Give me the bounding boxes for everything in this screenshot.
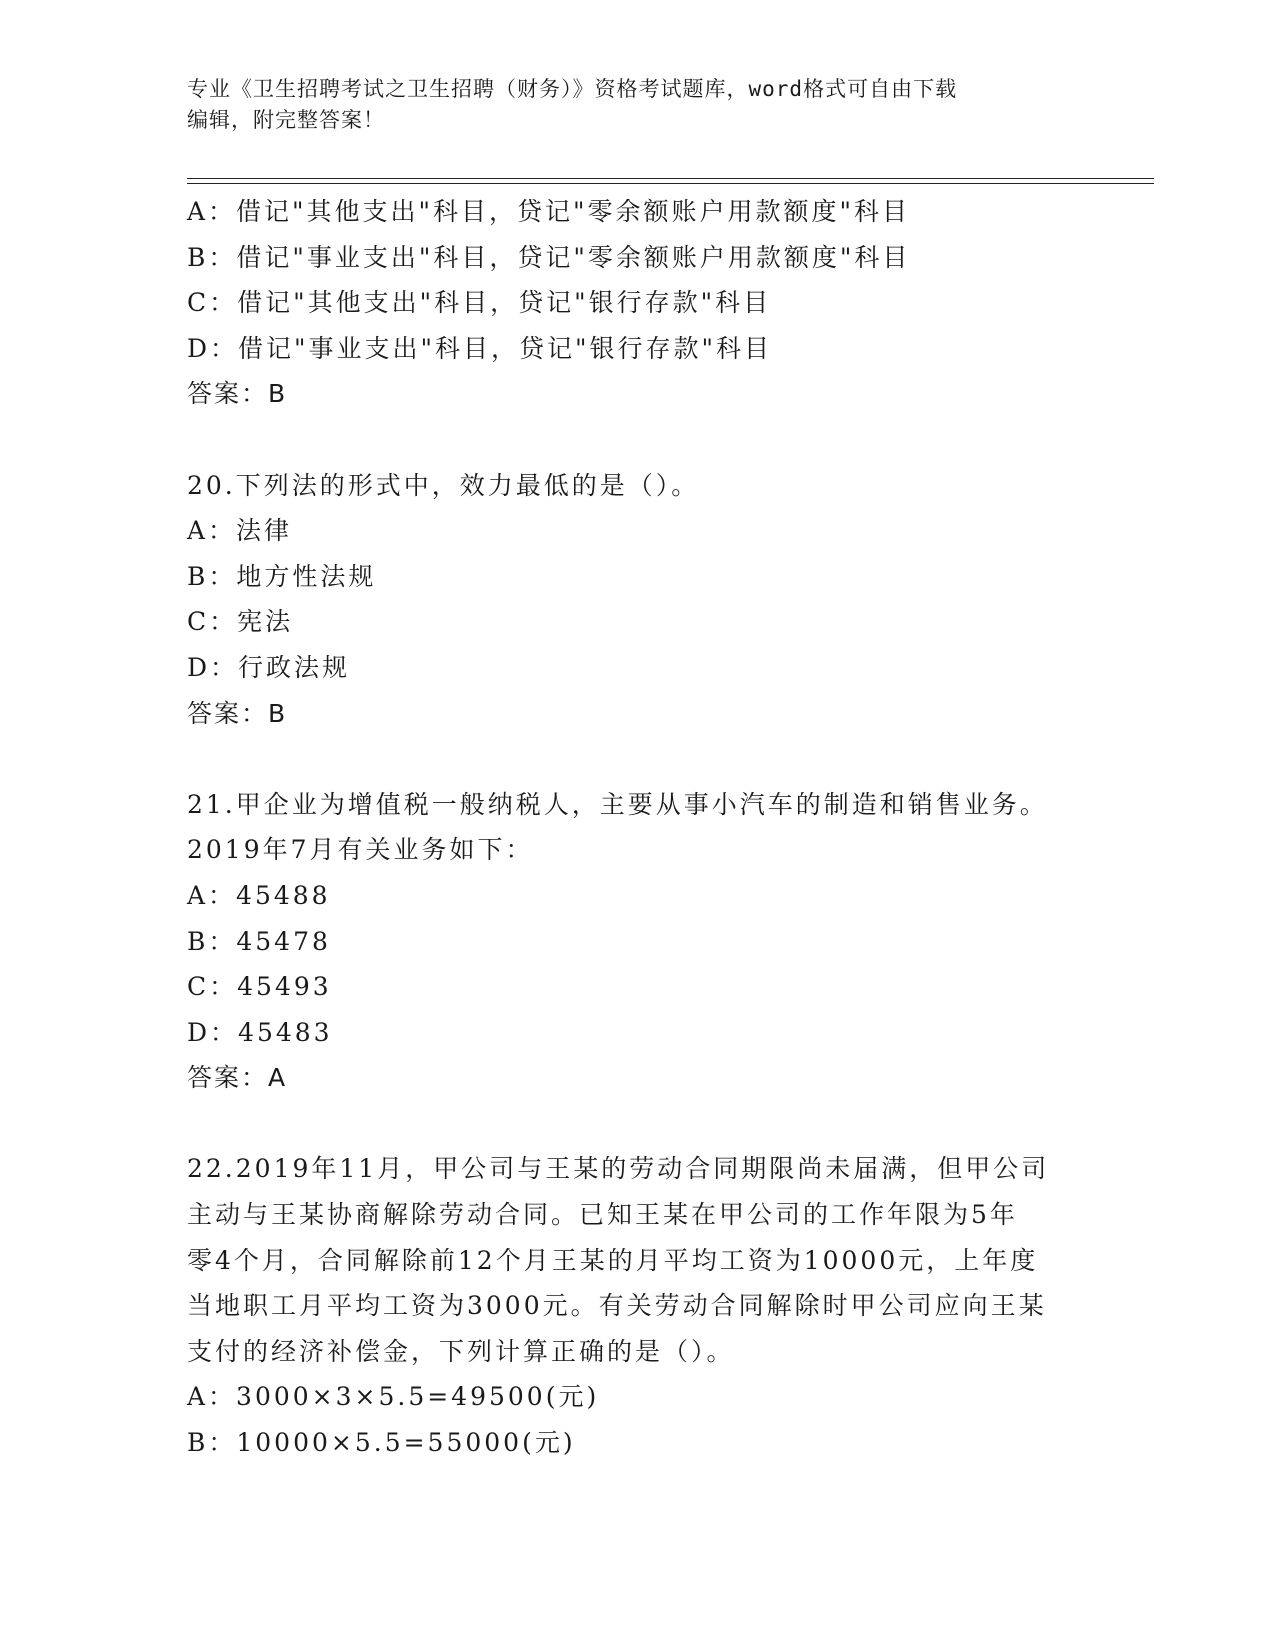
question-text-line-2: 2019年7月有关业务如下： <box>187 835 534 865</box>
option-b: B：45478 <box>187 926 331 956</box>
question-text-line-4: 当地职工月平均工资为3000元。有关劳动合同解除时甲公司应向王某 <box>187 1291 1047 1321</box>
answer: 答案：A <box>187 1063 288 1093</box>
spacer <box>187 417 1087 463</box>
option-d: D：借记"事业支出"科目，贷记"银行存款"科目 <box>187 333 773 363</box>
question-text: 20.下列法的形式中，效力最低的是（）。 <box>187 470 700 500</box>
header-divider-bottom <box>187 183 1154 184</box>
spacer <box>187 736 1087 782</box>
document-header <box>187 74 1067 136</box>
header-line-1: 专业《卫生招聘考试之卫生招聘（财务）》资格考试题库，word格式可自由下载 <box>187 77 958 101</box>
question-list <box>187 189 1087 1466</box>
option-b: B：10000×5.5=55000(元) <box>187 1428 576 1458</box>
option-c: C：宪法 <box>187 607 294 637</box>
question-21 <box>187 782 1087 1101</box>
option-a: A：3000×3×5.5=49500(元) <box>187 1382 600 1412</box>
option-b: B：借记"事业支出"科目，贷记"零余额账户用款额度"科目 <box>187 242 911 272</box>
option-c: C：借记"其他支出"科目，贷记"银行存款"科目 <box>187 288 772 318</box>
question-text-line-2: 主动与王某协商解除劳动合同。已知王某在甲公司的工作年限为5年 <box>187 1200 1018 1230</box>
question-19 <box>187 189 1087 417</box>
option-a: A：法律 <box>187 516 293 546</box>
header-divider-top <box>187 178 1154 179</box>
answer: 答案：B <box>187 698 288 728</box>
option-d: D：行政法规 <box>187 652 351 682</box>
option-a: A：借记"其他支出"科目，贷记"零余额账户用款额度"科目 <box>187 197 911 226</box>
question-text-line-5: 支付的经济补偿金，下列计算正确的是（）。 <box>187 1336 735 1366</box>
spacer <box>187 1101 1087 1147</box>
option-c: C：45493 <box>187 972 332 1002</box>
option-b: B：地方性法规 <box>187 561 377 591</box>
option-a: A：45488 <box>187 880 331 910</box>
header-line-2: 编辑，附完整答案！ <box>187 108 385 132</box>
question-text-line-1: 22.2019年11月，甲公司与王某的劳动合同期限尚未届满，但甲公司 <box>187 1154 1050 1184</box>
answer: 答案：B <box>187 379 288 409</box>
option-d: D：45483 <box>187 1017 333 1047</box>
question-text-line-1: 21.甲企业为增值税一般纳税人，主要从事小汽车的制造和销售业务。 <box>187 789 1048 819</box>
question-22 <box>187 1146 1087 1465</box>
question-text-line-3: 零4个月，合同解除前12个月王某的月平均工资为10000元，上年度 <box>187 1245 1039 1275</box>
question-20 <box>187 463 1087 737</box>
